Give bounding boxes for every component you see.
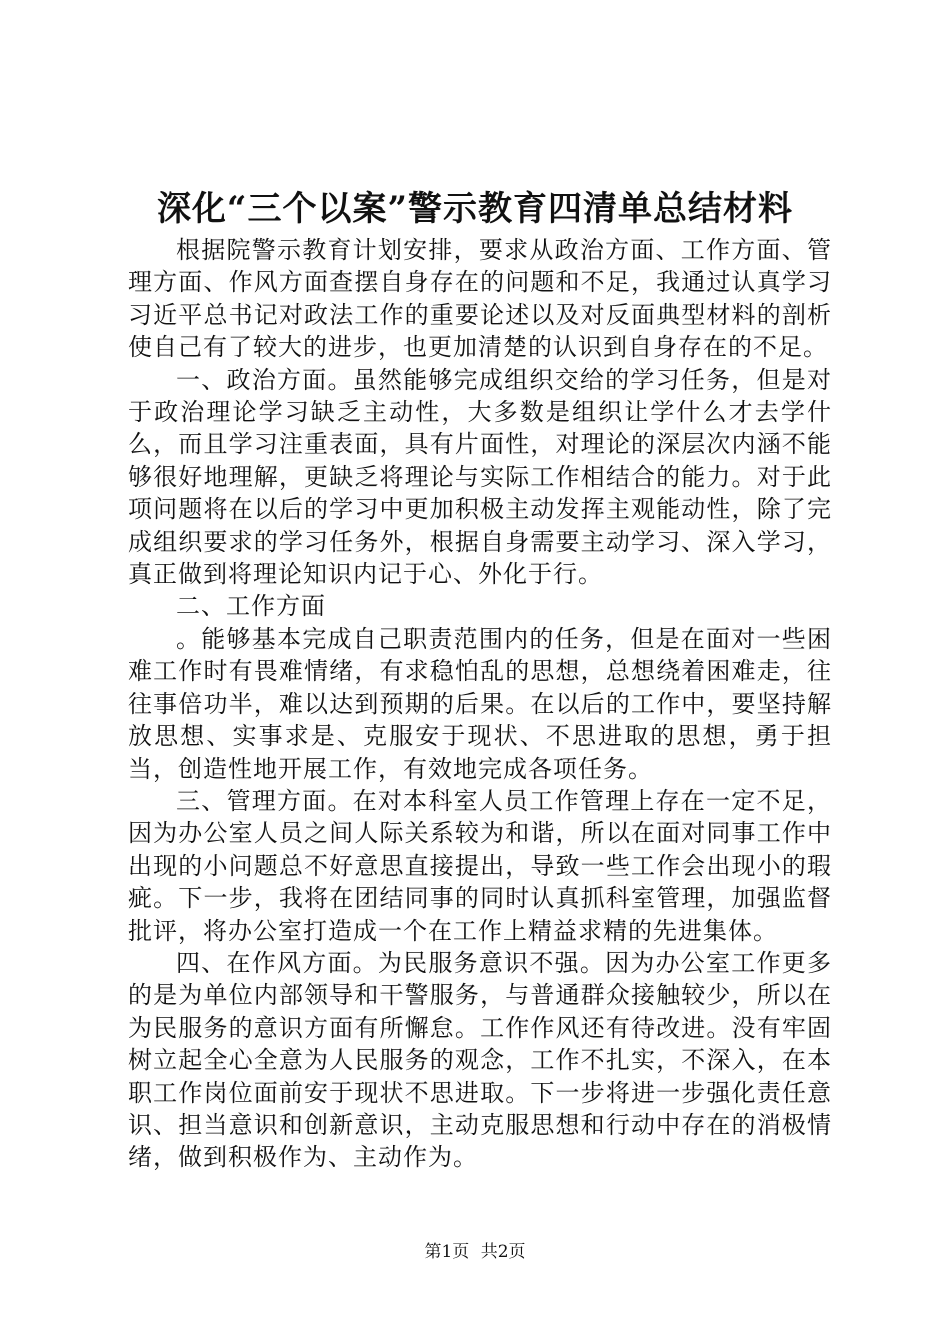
document-body bbox=[128, 234, 832, 1174]
management-aspect-paragraph: 三、管理方面。在对本科室人员工作管理上存在一定不足，因为办公室人员之间人际关系较为和谐，所以在面对同事工作中出现的小问题总不好意思直接提出，导致一些工作会出现小的瑕疵。下一步，我将在团结同事的同时认真抓科室管理，加强监督批评，将办公室打造成一个在工作上精益求精的先进集体。 bbox=[128, 786, 832, 945]
page-total: 共2页 bbox=[480, 1242, 526, 1262]
intro-paragraph: 根据院警示教育计划安排，要求从政治方面、工作方面、管理方面、作风方面查摆自身存在的问题和不足，我通过认真学习习近平总书记对政法工作的重要论述以及对反面典型材料的剖析使自己有了较大的进步，也更加清楚的认识到自身存在的不足。 bbox=[128, 236, 832, 362]
page-footer bbox=[0, 1240, 950, 1264]
document-title: 深化“三个以案”警示教育四清单总结材料 bbox=[156, 189, 794, 229]
style-aspect-paragraph: 四、在作风方面。为民服务意识不强。因为办公室工作更多的是为单位内部领导和干警服务，与普通群众接触较少，所以在为民服务的意识方面有所懈怠。工作作风还有待改进。没有牢固树立起全心全意为人民服务的观念，工作不扎实，不深入，在本职工作岗位面前安于现状不思进取。下一步将进一步强化责任意识、担当意识和创新意识，主动克服思想和行动中存在的消极情绪，做到积极作为、主动作为。 bbox=[128, 948, 832, 1172]
political-aspect-paragraph: 一、政治方面。虽然能够完成组织交给的学习任务，但是对于政治理论学习缺乏主动性，大多数是组织让学什么才去学什么，而且学习注重表面，具有片面性，对理论的深层次内涵不能够很好地理解，更缺乏将理论与实际工作相结合的能力。对于此项问题将在以后的学习中更加积极主动发挥主观能动性，除了完成组织要求的学习任务外，根据自身需要主动学习、深入学习，真正做到将理论知识内记于心、外化于行。 bbox=[128, 365, 832, 589]
work-aspect-paragraph: 。能够基本完成自己职责范围内的任务，但是在面对一些困难工作时有畏难情绪，有求稳怕乱的思想，总想绕着困难走，往往事倍功半，难以达到预期的后果。在以后的工作中，要坚持解放思想、实事求是、克服安于现状、不思进取的思想，勇于担当，创造性地开展工作，有效地完成各项任务。 bbox=[128, 624, 832, 783]
work-aspect-heading: 二、工作方面 bbox=[176, 592, 326, 621]
page-number: 第1页 bbox=[424, 1242, 470, 1262]
